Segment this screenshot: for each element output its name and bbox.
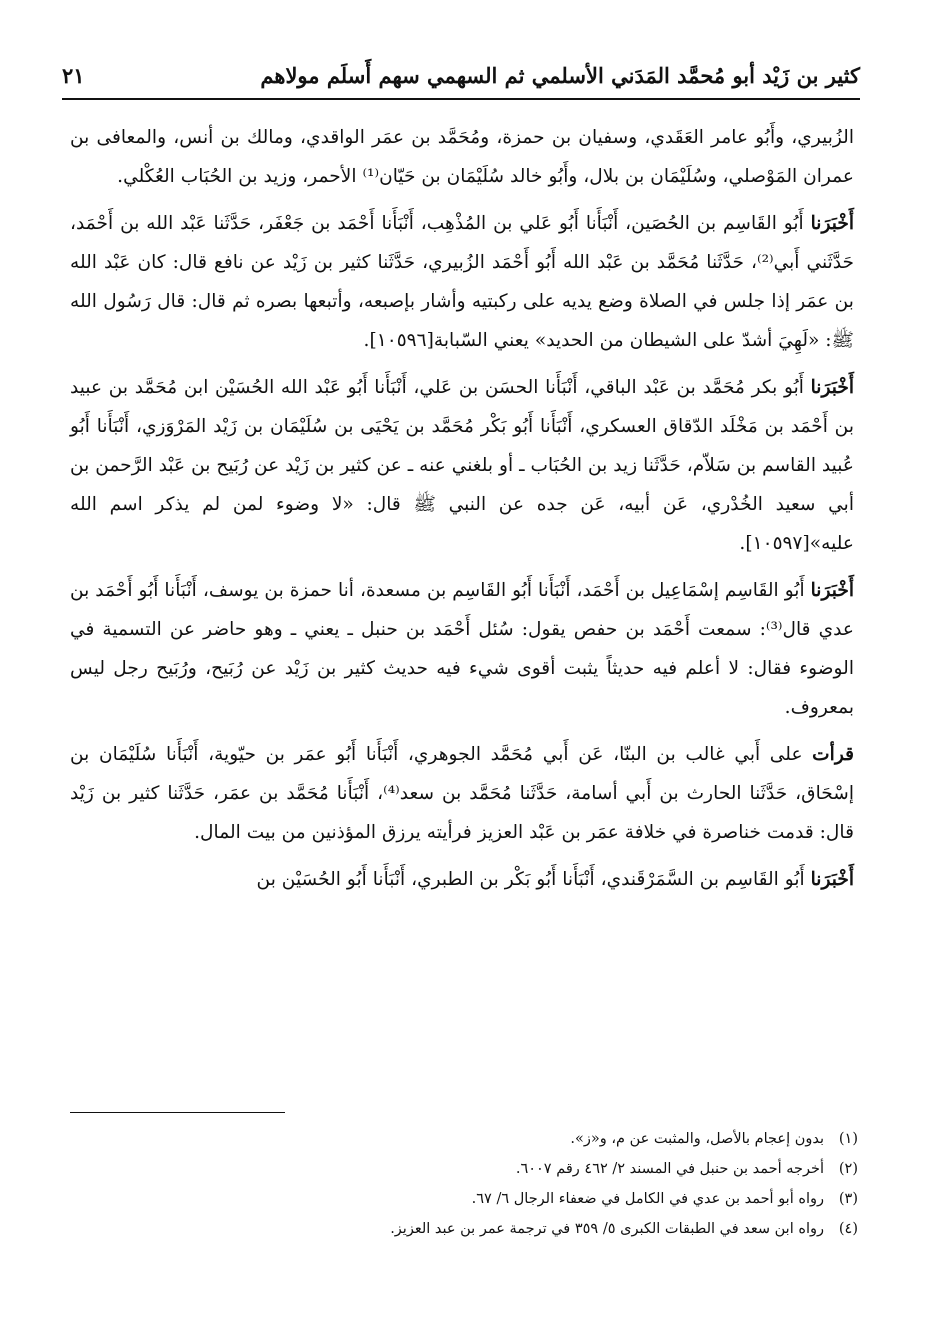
- footnote-number: (٢): [838, 1161, 858, 1177]
- page-header: [62, 58, 860, 92]
- paragraph-text: أَبُو القَاسِم إسْمَاعِيل بن أَحْمَد، أَنْبَأَنا أَبُو القَاسِم بن مسعدة، أنا حمزة بن يوسف، أَنْبَأَنا أَبُو أَحْمَد بن عدي قال⁽³⁾: سمعت أَحْمَد بن حفص يقول: سُئل أَحْمَد بن حنبل ـ يعني ـ وهو حاضر عن التسمية في الوضوء فقال: لا أعلم فيه حديثاً يثبت أقوى شيء فيه حديث كثير بن زَيْد عن رُبَيح، ورُبَيح رجل ليس بمعروف.: [70, 580, 854, 718]
- paragraph-lead: أَخْبَرَنا: [810, 213, 854, 234]
- footnote-1: [70, 1124, 858, 1154]
- paragraph-lead: أَخْبَرَنا: [810, 377, 854, 398]
- footnote-text: بدون إعجام بالأصل، والمثبت عن م، و«ز».: [570, 1131, 824, 1147]
- paragraph-1: [70, 118, 854, 196]
- footnote-number: (١): [838, 1131, 858, 1147]
- paragraph-2: [70, 204, 854, 360]
- paragraph-lead: قرأت: [812, 744, 854, 765]
- running-title: كثير بن زَيْد أبو مُحمَّد المَدَني الأسلمي ثم السهمي سهم أَسلَم مولاهم: [260, 62, 860, 88]
- paragraph-text: أَبُو بكر مُحَمَّد بن عَبْد الباقي، أَنْبَأَنا الحسَن بن عَلي، أَنْبَأَنا أَبُو عَبْد الله الحُسَيْن ابن مُحَمَّد بن عبيد بن أَحْمَد بن مَخْلَد الدّقاق العسكري، أَنْبَأَنا أَبُو بَكْر مُحَمَّد بن يَحْيَى بن سُلَيْمَان بن زَيْد المَرْوَزي، أَنْبَأَنا أَبُو عُبيد القاسم بن سَلاّم، حَدَّثَنا زيد بن الحُبَاب ـ أو بلغني عنه ـ عن كثير بن زَيْد عن رُبَيح بن عَبْد الرَّحمن بن أبي سعيد الخُدْري، عَن أبيه، عَن جده عن النبي ﷺ قال: «لا وضوء لمن لم يذكر اسم الله عليه»[١٠٥٩٧].: [70, 377, 854, 554]
- paragraph-text: أَبُو القَاسِم بن السَّمَرْقَندي، أَنْبَأَنا أَبُو بَكْر بن الطبري، أَنْبَأَنا أَبُو الحُسَيْن بن: [256, 869, 811, 890]
- page-number: ٢١: [62, 62, 85, 88]
- footnote-text: رواه ابن سعد في الطبقات الكبرى ٥/ ٣٥٩ في ترجمة عمر بن عبد العزيز.: [390, 1221, 824, 1237]
- paragraph-text: أَبُو القَاسِم بن الحُصَين، أَنْبَأَنا أَبُو عَلي بن المُذْهِب، أَنْبَأَنا أَحْمَد بن جَعْفَر، حَدَّثَنا عَبْد الله بن أَحْمَد، حَدَّثَني أَبي⁽²⁾، حَدَّثَنا مُحَمَّد بن عَبْد الله أَبُو أَحْمَد الزُبيري، حَدَّثَنا كثير بن زَيْد عن نافع قال: كان عَبْد الله بن عمَر إذا جلس في الصلاة وضع يديه على ركبتيه وأشار بإصبعه، وأتبعها بصره ثم قال: قال رَسُول الله ﷺ: «لَهِيَ أشدّ على الشيطان من الحديد» يعني السّبابة[١٠٥٩٦].: [70, 213, 855, 351]
- footnote-number: (٤): [838, 1221, 858, 1237]
- footnote-rule: [70, 1112, 285, 1113]
- paragraph-text: الزُبيري، وأَبُو عامر العَقَدي، وسفيان بن حمزة، ومُحَمَّد بن عمَر الواقدي، ومالك بن أنس، والمعافى بن عمران المَوْصلي، وسُلَيْمَان بن بلال، وأَبُو خالد سُلَيْمَان بن حَيّان⁽¹⁾ الأحمر، وزيد بن الحُبَاب العُكْلي.: [70, 127, 854, 187]
- main-text: [70, 118, 854, 899]
- paragraph-5: [70, 735, 854, 852]
- paragraph-text: على أَبي غالب بن البنّا، عَن أَبي مُحَمَّد الجوهري، أَنْبَأَنا أَبُو عمَر بن حيّوية، أَنْبَأَنا سُلَيْمَان بن إسْحَاق، حَدَّثَنا الحارث بن أَبي أسامة، حَدَّثَنا مُحَمَّد بن سعد⁽⁴⁾، أَنْبَأَنا مُحَمَّد بن عمَر، حَدَّثَنا كثير بن زَيْد قال: قدمت خناصرة في خلافة عمَر بن عَبْد العزيز فرأيته يرزق المؤذنين من بيت المال.: [70, 744, 854, 843]
- header-rule: [62, 98, 860, 100]
- footnote-text: أخرجه أحمد بن حنبل في المسند ٢/ ٤٦٢ رقم ٦٠٠٧.: [515, 1161, 824, 1177]
- paragraph-4: [70, 571, 854, 727]
- footnote-text: رواه أبو أحمد بن عدي في الكامل في ضعفاء الرجال ٦/ ٦٧.: [471, 1191, 824, 1207]
- paragraph-6: [70, 860, 854, 899]
- paragraph-lead: أَخْبَرَنا: [810, 580, 854, 601]
- footnotes: [70, 1124, 858, 1244]
- footnote-3: [70, 1184, 858, 1214]
- footnote-2: [70, 1154, 858, 1184]
- footnote-number: (٣): [838, 1191, 858, 1207]
- footnote-4: [70, 1214, 858, 1244]
- paragraph-lead: أَخْبَرَنا: [810, 869, 854, 890]
- paragraph-3: [70, 368, 854, 563]
